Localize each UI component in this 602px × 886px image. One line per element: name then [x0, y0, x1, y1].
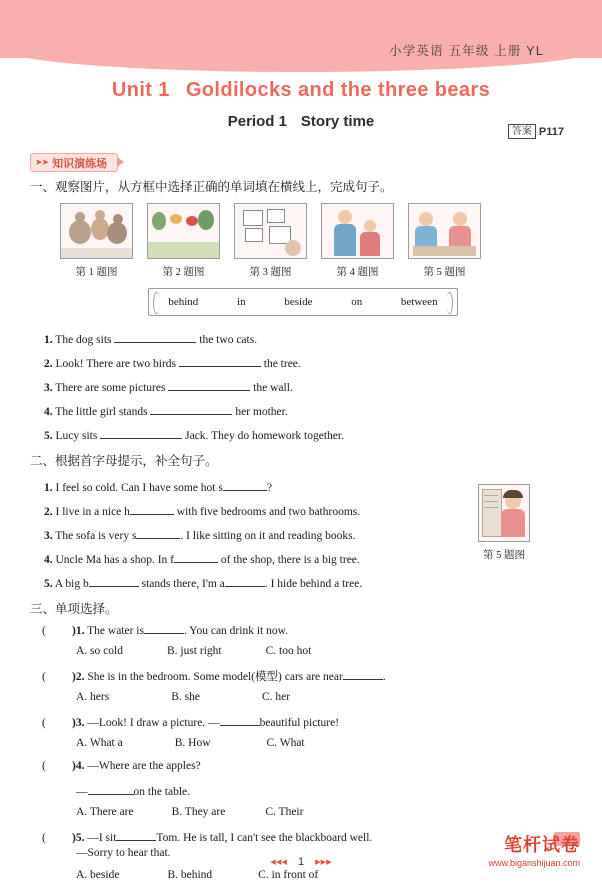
question-2-heading: 二、根据首字母提示，补全句子。	[30, 454, 218, 468]
q1-item-2	[44, 355, 301, 370]
section-ribbon	[30, 153, 118, 172]
item-text-pre: I live in a nice h	[55, 506, 130, 518]
choice-bracket[interactable]: (	[42, 671, 46, 683]
answer-blank[interactable]	[144, 622, 184, 634]
item-stem-pre: —I sit	[87, 832, 117, 844]
picture-2-illustration	[147, 203, 220, 259]
q2-item-4	[44, 551, 360, 566]
q3-item-4	[42, 760, 201, 772]
question-2-side-picture	[478, 484, 530, 562]
watermark-title: 笔杆试卷	[504, 835, 580, 855]
answer-blank[interactable]	[136, 527, 180, 539]
section-header	[30, 153, 118, 172]
top-banner	[0, 0, 602, 72]
answer-blank[interactable]	[225, 575, 265, 587]
answer-blank[interactable]	[130, 503, 174, 515]
q3-item-2-options	[76, 691, 290, 703]
picture-4-illustration	[321, 203, 394, 259]
option-c[interactable]: C. her	[261, 691, 291, 703]
q3-item-1-options	[76, 645, 311, 657]
item-number: 1.	[44, 334, 53, 346]
picture-item	[147, 203, 220, 279]
item-stem-pre: —Where are the apples?	[87, 760, 201, 772]
item-number: 5.	[44, 578, 53, 590]
option-b[interactable]: B. she	[171, 691, 200, 703]
item-number: 3.	[44, 382, 53, 394]
answer-blank[interactable]	[114, 331, 196, 343]
word-bank-item: in	[237, 296, 246, 308]
item-number: 4.	[44, 554, 53, 566]
item-stem-pre: —Look! I draw a picture. —	[87, 717, 220, 729]
item-text-pre: Lucy sits	[55, 430, 98, 442]
item-number: 1.	[44, 482, 53, 494]
q1-item-3	[44, 379, 293, 394]
answer-blank[interactable]	[100, 427, 182, 439]
q3-item-4-subline: — on the table.	[76, 783, 190, 798]
period-name: Story time	[300, 113, 375, 130]
item-number: 5.	[44, 430, 53, 442]
item-stem-post: beautiful picture!	[259, 717, 340, 729]
item-text-mid: stands there, I'm a	[141, 578, 225, 590]
banner-subject-title: 小学英语 五年级 上册 YL	[388, 44, 544, 58]
item-stem-post: .	[382, 671, 386, 683]
picture-item	[234, 203, 307, 279]
item-text-pre: Uncle Ma has a shop. In f	[55, 554, 174, 566]
q1-item-4	[44, 403, 288, 418]
word-bank-item: on	[351, 296, 363, 308]
item-number: )3.	[72, 717, 85, 729]
answer-reference	[508, 124, 564, 139]
picture-item	[321, 203, 394, 279]
item-text-pre: A big b	[54, 578, 89, 590]
question-1-heading: 一、观察图片，从方框中选择正确的单词填在横线上，完成句子。	[30, 180, 393, 194]
item-text-post: the tree.	[263, 358, 301, 370]
item-number: 2.	[44, 506, 53, 518]
answer-blank[interactable]	[168, 379, 250, 391]
option-c[interactable]: C. What	[266, 737, 305, 749]
unit-title	[0, 79, 602, 102]
item-number: )2.	[72, 671, 85, 683]
answer-blank[interactable]	[174, 551, 218, 563]
option-a[interactable]: A. beside	[76, 869, 120, 881]
picture-5-illustration	[408, 203, 481, 259]
period-number: Period 1	[227, 113, 287, 130]
choice-bracket[interactable]: (	[42, 760, 46, 772]
answer-blank[interactable]	[150, 403, 232, 415]
choice-bracket[interactable]: (	[42, 717, 46, 729]
option-a[interactable]: A. hers	[76, 691, 110, 703]
picture-caption: 第 5 题图	[423, 267, 466, 278]
option-b[interactable]: B. behind	[167, 869, 213, 881]
q2-item-2	[44, 503, 360, 518]
option-b[interactable]: B. just right	[166, 645, 222, 657]
q3-item-5-subline: —Sorry to hear that.	[76, 847, 171, 859]
word-bank	[148, 288, 458, 316]
answer-blank[interactable]	[220, 714, 260, 726]
unit-name: Goldilocks and the three bears	[185, 79, 491, 101]
picture-caption: 第 3 题图	[249, 267, 292, 278]
left-arrows-icon: ◂◂◂	[270, 856, 287, 868]
item-text-pre: The sofa is very s	[55, 530, 137, 542]
answer-label: 答案	[508, 124, 536, 139]
question-3-heading: 三、单项选择。	[30, 602, 118, 616]
choice-bracket[interactable]: (	[42, 625, 46, 637]
item-text-post: . I like sitting on it and reading books.	[180, 530, 356, 542]
item-number: 3.	[44, 530, 53, 542]
q2-item-5	[44, 575, 362, 590]
item-text-post: her mother.	[235, 406, 288, 418]
item-number: )1.	[72, 625, 85, 637]
q2-item-3	[44, 527, 355, 542]
option-c[interactable]: C. too hot	[265, 645, 312, 657]
item-number: )4.	[72, 760, 85, 772]
side-picture-caption: 第 5 题图	[483, 550, 525, 561]
item-text-post: with five bedrooms and two bathrooms.	[176, 506, 361, 518]
word-bank-item: between	[400, 296, 438, 308]
page-number: 1	[297, 856, 305, 868]
option-c[interactable]: C. Their	[265, 806, 304, 818]
option-a[interactable]: A. There are	[76, 806, 134, 818]
picture-item	[408, 203, 481, 279]
watermark	[488, 831, 580, 868]
option-c[interactable]: C. in front of	[258, 869, 319, 881]
answer-blank[interactable]	[116, 829, 156, 841]
item-text-pre: I feel so cold. Can I have some hot s	[55, 482, 223, 494]
q1-item-5	[44, 427, 344, 442]
item-text-pre: The little girl stands	[55, 406, 148, 418]
picture-caption: 第 4 题图	[336, 267, 379, 278]
word-bank-item: beside	[284, 296, 313, 308]
item-text-post: the wall.	[253, 382, 293, 394]
answer-page: P117	[538, 125, 564, 138]
item-stem-pre: She is in the bedroom. Some model(模型) cars are near	[87, 671, 343, 683]
unit-number: Unit 1	[111, 79, 170, 101]
item-text-post: Jack. They do homework together.	[185, 430, 344, 442]
picture-caption: 第 1 题图	[75, 267, 118, 278]
item-text-post: the two cats.	[199, 334, 258, 346]
q3-item-4-options	[76, 806, 303, 818]
option-a[interactable]: A. so cold	[76, 645, 123, 657]
q3-item-3-options	[76, 737, 305, 749]
q1-item-1	[44, 331, 257, 346]
q3-item-5	[42, 829, 372, 844]
item-text-post: . I hide behind a tree.	[264, 578, 363, 590]
picture-item	[60, 203, 133, 279]
word-bank-item: behind	[168, 296, 199, 308]
item-text-pre: There are some pictures	[55, 382, 166, 394]
question-1-pictures	[60, 203, 481, 279]
picture-3-illustration	[234, 203, 307, 259]
section-label: 知识演练场	[52, 157, 108, 170]
item-text-post: of the shop, there is a big tree.	[220, 554, 360, 566]
item-stem-post: . You can drink it now.	[183, 625, 289, 637]
right-arrows-icon: ▸▸▸	[315, 856, 332, 868]
option-b[interactable]: B. They are	[171, 806, 226, 818]
answer-blank[interactable]	[343, 668, 383, 680]
item-number: 4.	[44, 406, 53, 418]
item-text-pre: The dog sits	[55, 334, 112, 346]
watermark-url: www.biganshijuan.com	[488, 858, 580, 868]
item-text-pre: Look! There are two birds	[55, 358, 176, 370]
answer-blank[interactable]	[89, 575, 139, 587]
q3-item-3	[42, 714, 339, 729]
item-text-post: ?	[266, 482, 272, 494]
picture-caption: 第 2 题图	[162, 267, 205, 278]
item-stem-pre: The water is	[87, 625, 144, 637]
q3-item-1	[42, 622, 288, 637]
answer-blank[interactable]	[179, 355, 261, 367]
q3-item-2	[42, 668, 386, 684]
option-a[interactable]: A. What a	[76, 737, 123, 749]
item-number: 2.	[44, 358, 53, 370]
q2-item-1	[44, 479, 272, 494]
option-b[interactable]: B. How	[174, 737, 211, 749]
picture-1-illustration	[60, 203, 133, 259]
choice-bracket[interactable]: (	[42, 832, 46, 844]
item-number: )5.	[72, 832, 85, 844]
double-arrow-icon: ➤➤	[35, 157, 49, 167]
answer-blank[interactable]	[88, 783, 134, 795]
q3-item-5-options	[76, 869, 318, 881]
answer-blank[interactable]	[223, 479, 267, 491]
item-stem-post: Tom. He is tall, I can't see the blackboard well.	[156, 832, 373, 844]
side-picture-illustration	[478, 484, 530, 542]
